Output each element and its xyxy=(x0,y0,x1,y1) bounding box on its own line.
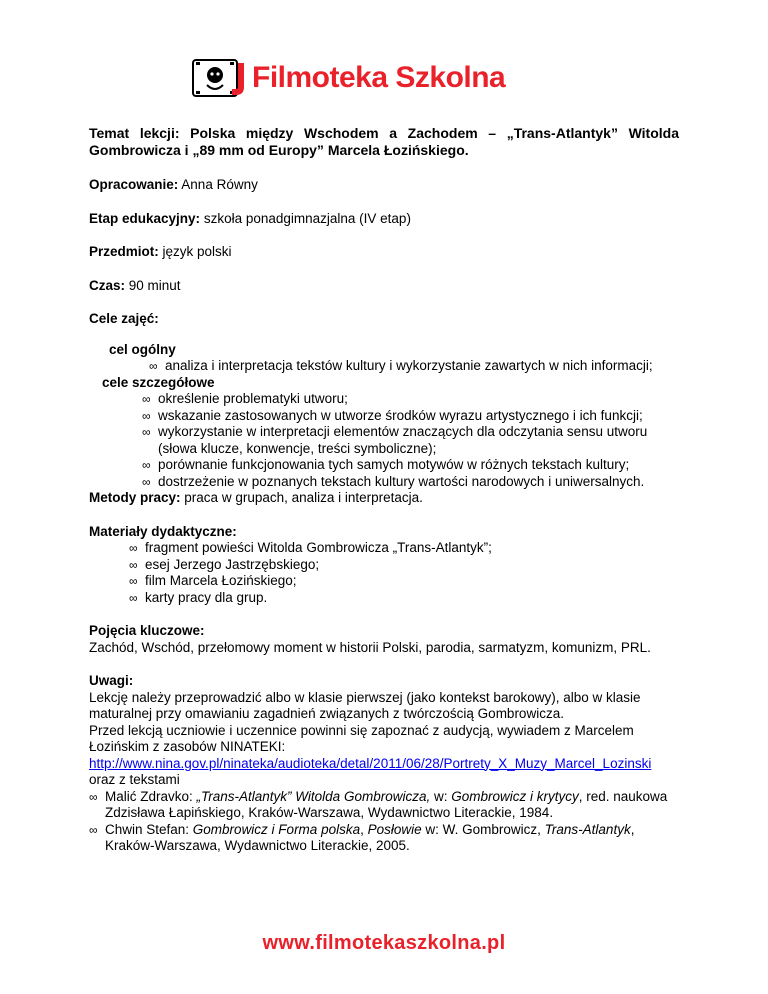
filmoteka-logo-icon xyxy=(192,59,250,97)
time-field xyxy=(89,278,679,295)
general-goal-label: cel ogólny xyxy=(109,341,176,357)
list-item: ∞ Chwin Stefan: Gombrowicz i Forma polska, Posłowie w: W. Gombrowicz, Trans-Atlantyk, Kraków-Warszawa, Wydawnictwo Literackie, 2005. xyxy=(89,822,679,855)
concepts-section xyxy=(89,623,679,656)
time-value: 90 minut xyxy=(128,277,181,293)
references-list xyxy=(89,789,679,855)
remarks-paragraph-3: oraz z tekstami xyxy=(89,772,180,787)
remarks-paragraph-1: Lekcję należy przeprowadzić albo w klasie pierwszej (jako kontekst barokowy), albo w klasie maturalnej przy omawianiu zagadnień związanych z twórczością Gombrowicza. xyxy=(89,689,641,721)
stage-value: szkoła ponadgimnazjalna (IV etap) xyxy=(203,210,411,226)
list-item: ∞ wykorzystanie w interpretacji elementów znaczących dla odczytania sensu utworu (słowa klucze, konwencje, treści symboliczne); xyxy=(142,424,679,457)
time-label: Czas: xyxy=(89,277,126,293)
author-field xyxy=(89,177,679,194)
remarks-section xyxy=(89,673,679,855)
stage-label: Etap edukacyjny: xyxy=(89,210,201,226)
ninateka-link[interactable]: http://www.nina.gov.pl/ninateka/audioteka/detal/2011/06/28/Portrety_X_Muzy_Marcel_Lozinski xyxy=(89,755,652,771)
filmoteka-logo xyxy=(192,58,505,98)
stage-field xyxy=(89,211,679,228)
general-goals-list xyxy=(89,358,679,375)
author-label: Opracowanie: xyxy=(89,177,179,192)
goals-section xyxy=(89,342,679,491)
subject-field xyxy=(89,244,679,261)
list-item: ∞ dostrzeżenie w poznanych tekstach kultury wartości narodowych i uniwersalnych. xyxy=(142,474,679,491)
list-item: ∞ karty pracy dla grup. xyxy=(129,590,679,607)
list-item: ∞ określenie problematyki utworu; xyxy=(142,391,679,408)
concepts-label: Pojęcia kluczowe: xyxy=(89,623,205,638)
document-body xyxy=(89,125,679,855)
goals-heading: Cele zajęć: xyxy=(89,311,159,326)
subject-value: język polski xyxy=(162,244,232,259)
materials-label: Materiały dydaktyczne: xyxy=(89,523,237,539)
methods-label: Metody pracy: xyxy=(89,490,181,505)
remarks-label: Uwagi: xyxy=(89,673,134,688)
specific-goals-label: cele szczegółowe xyxy=(102,374,215,390)
list-item: ∞ film Marcela Łozińskiego; xyxy=(129,573,679,590)
remarks-paragraph-2: Przed lekcją uczniowie i uczennice powinni się zapoznać z audycją, wywiadem z Marcelem Łozińskim z zasobów NINATEKI: xyxy=(89,722,634,754)
list-item: ∞ fragment powieści Witolda Gombrowicza „Trans-Atlantyk”; xyxy=(129,540,679,557)
list-item: ∞ porównanie funkcjonowania tych samych motywów w różnych tekstach kultury; xyxy=(142,457,679,474)
list-item: ∞ analiza i interpretacja tekstów kultury i wykorzystanie zawartych w nich informacji; xyxy=(149,358,679,375)
methods-value: praca w grupach, analiza i interpretacja. xyxy=(184,490,423,505)
specific-goals-list xyxy=(89,391,679,490)
logo-text: Filmoteka Szkolna xyxy=(252,61,506,94)
footer-url: www.filmotekaszkolna.pl xyxy=(262,932,506,954)
list-item: ∞ esej Jerzego Jastrzębskiego; xyxy=(129,557,679,574)
list-item: ∞ Malić Zdravko: „Trans-Atlantyk” Witolda Gombrowicza, w: Gombrowicz i krytycy, red. naukowa Zdzisława Łapińskiego, Kraków-Warszawa, Wydawnictwo Literackie, 1984. xyxy=(89,789,679,822)
subject-label: Przedmiot: xyxy=(89,244,159,259)
lesson-title: Temat lekcji: Polska między Wschodem a Zachodem – „Trans-Atlantyk” Witolda Gombrowicza i „89 mm od Europy” Marcela Łozińskiego. xyxy=(89,125,679,158)
list-item: ∞ wskazanie zastosowanych w utworze środków wyrazu artystycznego i ich funkcji; xyxy=(142,408,679,425)
materials-section xyxy=(89,524,679,607)
materials-list xyxy=(89,540,679,606)
author-value: Anna Równy xyxy=(181,177,258,192)
methods-field xyxy=(89,490,679,507)
concepts-value: Zachód, Wschód, przełomowy moment w historii Polski, parodia, sarmatyzm, komunizm, PRL. xyxy=(89,639,651,655)
